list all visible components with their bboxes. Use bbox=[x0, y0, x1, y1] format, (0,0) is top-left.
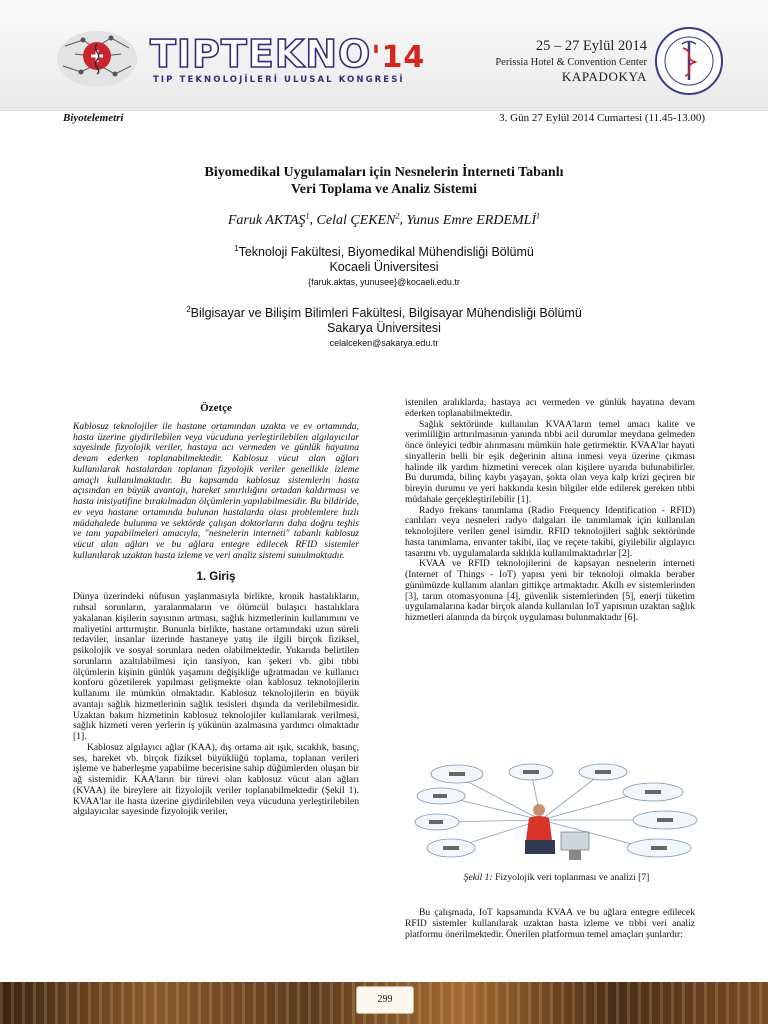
right-column-continued bbox=[405, 908, 695, 940]
logo-title: TIPTEKNO'14 bbox=[150, 32, 426, 76]
paragraph: Kablosuz algılayıcı ağlar (KAA), dış ortama ait ışık, sıcaklık, basınç, ses, hareket vb. birçok fiziksel büyüklüğü toplama, toplanan verileri işleme ve haberleşme yapabilme becerisine sahip düğümlerden oluşan bir ağ sistemidir. KAA'ların bir türevi olan kablosuz vücut alan ağları (KVAA) ile bireylere ait fizyolojik veriler toplanabilmektedir (Şekil 1). KVAA'lar ile hasta üzerine giydirilebilen veya vücuduna yerleştirilebilen algılayıcılar sayesinde fizyolojik veriler, bbox=[73, 741, 359, 818]
paragraph: Dünya üzerindeki nüfusun yaşlanmasıyla birlikte, kronik hastalıkların, ruhsal sorunların, yaralanmaların ve ölümcül bulaşıcı hastalıklara yakalanan kişilerin sayısının artması, sağlık hizmetlerinin kullanımını ve maliyetini arttırmıştır. Bununla birlikte, hastane ortamındaki uzun süreli tedaviler, insanlar üzerinde hastaneye yatış ile ilgili birçok fiziksel, psikolojik ve sosyal sorunlara neden olabilmektedir. Yukarıda belirtilen sorunların azaltılabilmesi için tansiyon, kan şekeri vb. gibi tıbbi ölçümlerin kişinin günlük yaşamını değişikliğe uğratmadan ve kullanıcı konforu gözetilerek yapılması gelişmekte olan kablosuz teknolojilerin kullanımı ile mümkün olmaktadır. Kablosuz teknolojilerin en büyük avantajı sağlık hizmetlerinin sağlık tesisleri dışında da verilebilmesidir. Uzaktan bakım hizmetinin kablosuz teknolojiler kullanılarak verilmesi, sağlık hizmeti veren yerlerin iş yükünün azalmasına yardımcı olmaktadır [1]. bbox=[73, 591, 359, 742]
figure-1-caption: Şekil 1: Fizyolojik veri toplanması ve analizi [7] bbox=[463, 872, 650, 883]
right-column bbox=[405, 398, 695, 624]
author: Faruk AKTAŞ$^1$ bbox=[227, 211, 310, 228]
event-venue: Perissia Hotel & Convention Center bbox=[495, 57, 647, 68]
conference-emblem-icon bbox=[55, 26, 139, 92]
paragraph: Radyo frekans tanımlama (Radio Frequency Identification - RFID) canlıları veya nesneleri radyo dalgaları ile tanımlamak için kullanılan teknolojilere verilen genel isimdir. RFID teknolojileri sağlık sektöründe hasta tanımlama, envanter takibi, ilaç ve reçete takibi, giyilebilir algılayıcı tasarımı vb. uygulamalarda sıklıkla kullanılmaktadırlar [2]. bbox=[405, 504, 695, 559]
paragraph: KVAA ve RFID teknolojilerini de kapsayan nesnelerin interneti (Internet of Things - IoT) yapısı yeni bir teknoloji olmakla beraber günümüzde kullanım alanları gittikçe artmaktadır. Akıllı ev sistemlerinden [3], tarım otomasyonuna [4], güvenlik sistemlerinden [5], enerji tüketim uygulamalarına kadar birçok alanda kullanılan IoT yapısının uzaktan sağlık hizmetleri alanında da birçok uygulaması bulunmaktadır [6]. bbox=[405, 558, 695, 623]
affiliation-2: $^2$Bilgisayar ve Bilişim Bilimleri Fakültesi, Bilgisayar Mühendisliği Bölümü Sakarya Üniversitesi celalceken@sakarya.edu.tr bbox=[0, 302, 768, 350]
session-info: 3. Gün 27 Eylül 2014 Cumartesi (11.45-13.00) bbox=[499, 112, 705, 124]
conference-banner bbox=[0, 0, 768, 111]
figure-1-body-area-network-illustration bbox=[413, 762, 703, 867]
page-number: 299 bbox=[356, 986, 414, 1014]
paragraph: Bu çalışmada, IoT kapsamında KVAA ve bu ağlara entegre edilecek RFID sistemler kullanılarak uzaktan hasta izleme ve tıbbi veri analiz platformu önerilmektedir. Önerilen platformun temel amaçları şunlardır: bbox=[405, 907, 695, 940]
event-dates: 25 – 27 Eylül 2014 bbox=[535, 38, 647, 54]
paper-title: Biyomedikal Uygulamaları için Nesnelerin İnterneti Tabanlı Veri Toplama ve Analiz Sistemi bbox=[204, 165, 564, 197]
author-email: celalceken@sakarya.edu.tr bbox=[329, 338, 439, 349]
medical-society-seal-icon bbox=[654, 26, 724, 96]
section-heading-introduction: 1. Giriş bbox=[196, 570, 236, 583]
abstract-text: Kablosuz teknolojiler ile hastane ortamından uzakta ve ev ortamında, hasta üzerine giydirilebilen veya vücuduna yerleştirilebilen algılayıcılar sayesinde fizyolojik veriler, hastaya acı vermeden ve günlük hayatına devam ederken toplanabilmektedir. Kablosuz vücut alan ağları kullanılarak hastalardan toplanan fizyolojik veriler genellikle izleme amaçlı kullanılmaktadır. Bu kapsamda kablosuz sistemlerin hasta açısından en büyük avantajı, hareket sınırlılığını ortadan kaldırması ve hasta inisiyatifine bırakılmadan ölçümlerin yapılabilmesidir. Bu bildiride, ev veya hastane ortamında bulunan hastalarda olası problemlere hızlı müdahalede bulunma ve sektörde çalışan doktorların daha doğru teşhis ve tanı yapabilmeleri amacıyla, "nesnelerin interneti" tabanlı kablosuz vücut alan ağları ve bu ağlara entegre edilecek RFID sistemler kullanılarak uzaktan hasta izleme ve veri analiz sistemi sunulmaktadır. bbox=[73, 420, 359, 561]
author-email: {faruk.aktas, yunusee}@kocaeli.edu.tr bbox=[308, 277, 460, 288]
event-city: KAPADOKYA bbox=[561, 69, 647, 84]
logo-subtitle: TIP TEKNOLOJİLERİ ULUSAL KONGRESİ bbox=[153, 75, 405, 85]
paragraph: istenilen aralıklarda, hastaya acı vermeden ve günlük hayatına devam ederken toplanabilmektedir. bbox=[405, 397, 695, 419]
affiliation-1: $^1$Teknoloji Fakültesi, Biyomedikal Mühendisliği Bölümü Kocaeli Üniversitesi {faruk.aktas, yunusee}@kocaeli.edu.tr bbox=[0, 241, 768, 289]
author: Yunus Emre ERDEMLİ$^1$ bbox=[406, 211, 541, 228]
abstract-heading: Özetçe bbox=[200, 402, 232, 414]
left-column bbox=[73, 403, 359, 818]
author-list: Faruk AKTAŞ$^1$, Celal ÇEKEN$^2$, Yunus Emre ERDEMLİ$^1$ bbox=[227, 211, 541, 228]
section-label: Biyotelemetri bbox=[63, 112, 124, 124]
author: Celal ÇEKEN$^2$ bbox=[316, 211, 400, 228]
paragraph: Sağlık sektöründe kullanılan KVAA'ların temel amacı kalite ve verimliliğin arttırılmasının yanında tıbbi acil durumlar meydana gelmeden önce önleyici tedbir alınmasını mümkün hale getirmektir. KVAA'lar hayati sinyallerin belli bir eşik değerinin altına inmesi veya üzerine çıkması halinde ilk yardım hizmetini verecek olan kişilere uyarıda bulunabilirler. Bu durumda, bilinç kaybı yaşayan, şokta olan veya kalp krizi geçiren bir bireyin durumu ve yeri hakkında kesin bilgiler elde edilerek gereken tıbbi müdahale gerçekleştirilebilir [1]. bbox=[405, 418, 695, 505]
